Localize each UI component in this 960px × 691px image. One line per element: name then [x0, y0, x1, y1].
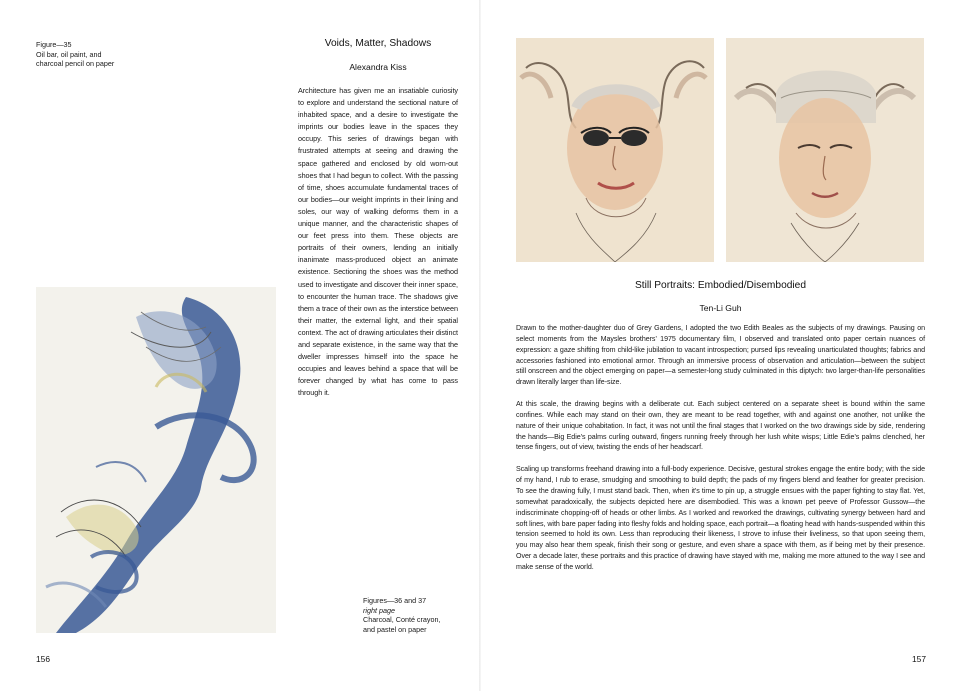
right-article-author: Ten-Li Guh	[699, 303, 742, 313]
right-article-body	[516, 323, 925, 584]
left-page-number: 156	[36, 654, 50, 664]
caption-line: and pastel on paper	[363, 624, 427, 634]
figure-35-caption-line: charcoal pencil on paper	[36, 59, 115, 69]
left-article-body: Architecture has given me an insatiable curiosity to explore and understand the sectional nature of inhabited space, and a desire to investigate the imprints our bodies leave in the spaces they occupy. This series of drawings began with frustrated attempts at seeing and drawing the space gathered and enclosed by old worn-out shoes that I had begun to collect. With the passing of time, shoes accumulate fundamental traces of our bodies—our weight imprints in their lining and soles, our way of walking deforms them in a unique manner, and the characteristic shapes of our feet press into them. These objects are portraits of their owners, lending an initially inanimate mass-produced object an animate existence. Sectioning the shoes was the method used to investigate and discover their inner space, to encounter the human trace. The shadows give them a trace of their own as the interstice between their matter, the external light, and their spatial context. The act of drawing articulates their distinct and separate existence, in the same way that the dweller impresses himself into the space he occupies and leaves behind a space that will be forever changed by what has come to pass through it.	[298, 86, 458, 398]
caption-line: Charcoal, Conté crayon,	[363, 615, 441, 625]
caption-line: right page	[363, 605, 395, 615]
figure-37-portrait	[726, 38, 924, 262]
right-article-title: Still Portraits: Embodied/Disembodied	[635, 280, 806, 291]
abstract-drawing-figure	[36, 287, 276, 633]
figure-35-caption-line: Oil bar, oil paint, and	[36, 49, 102, 59]
figures-36-37-caption	[363, 596, 441, 634]
caption-line: Figures—36 and 37	[363, 596, 427, 605]
left-article-title: Voids, Matter, Shadows	[324, 38, 432, 49]
portrait-drawing-big-edie	[516, 38, 714, 262]
left-article-author: Alexandra Kiss	[349, 62, 407, 72]
figure-35-drawing	[36, 287, 276, 633]
paragraph: Drawn to the mother-daughter duo of Grey Gardens, I adopted the two Edith Beales as the subjects of my drawings. Pausing on select moments from the Maysles brothers’ 1975 documentary film, I observed and translated onto paper certain nuances of expression: a gaze shifting from child-like jubilation to vacant introspection; pursed lips revealing unarticulated thoughts; fabrics and accessories fashioned into emotional armor. Through an immersive process of observation and articulation—between the subject still onscreen and the object emerging on paper—a semester-long study culminated in this diptych: two larger-than-life personalities drawn literally larger than life-size.	[516, 324, 925, 387]
figure-36-portrait	[516, 38, 714, 262]
figure-35-caption	[36, 40, 114, 69]
right-page-number: 157	[912, 654, 926, 664]
portrait-drawing-little-edie	[726, 38, 924, 262]
figure-35-caption-line: Figure—35	[36, 40, 72, 49]
gutter	[479, 0, 481, 691]
paragraph: At this scale, the drawing begins with a deliberate cut. Each subject centered on a separate sheet is bound within the same confines. While each may stand on their own, they are meant to be read together, with and against one another, not unlike the nature of their unique cohabitation. In fact, it was not until the final stages that I worked on the two drawings side by side, rendering the hands—Big Edie’s palms curling outward, fingers running freely through her lush white wisps; Little Edie’s palms clenched, her tense fingers, out of view, twisting the ends of her headscarf.	[516, 400, 925, 452]
paragraph: Scaling up transforms freehand drawing into a full-body experience. Decisive, gestural strokes engage the entire body; with the side of my hand, I rub to erase, smudging and smoothing to build depth; the pads of my fingers blend and feather for greater precision. To see the drawing fully, I must stand back. Then, when it’s time to pin up, a struggle ensues with the paper fighting to stay flat. Yet, somewhat paradoxically, the subjects depicted here are disembodied. This was a known pet peeve of Professor Gussow—the indiscriminate chopping-off of heads or other limbs. As I worked and reworked the drawings, cultivating synergy between hard and soft lines, with bare paper fading into fleshy folds and holding space, each portrait—a floating head with hands-suspended within this tension seemed to hold its own. Less than reproducing their likeness, I strove to infuse their liveliness, so that upon seeing them, you may also hear them speak, finish their song or gesture, and even share a space with them, as if being met by their presence. Over a decade later, these portraits and this practice of drawing have stayed with me, making me more attuned to the way I see and make sense of the world.	[516, 465, 925, 571]
